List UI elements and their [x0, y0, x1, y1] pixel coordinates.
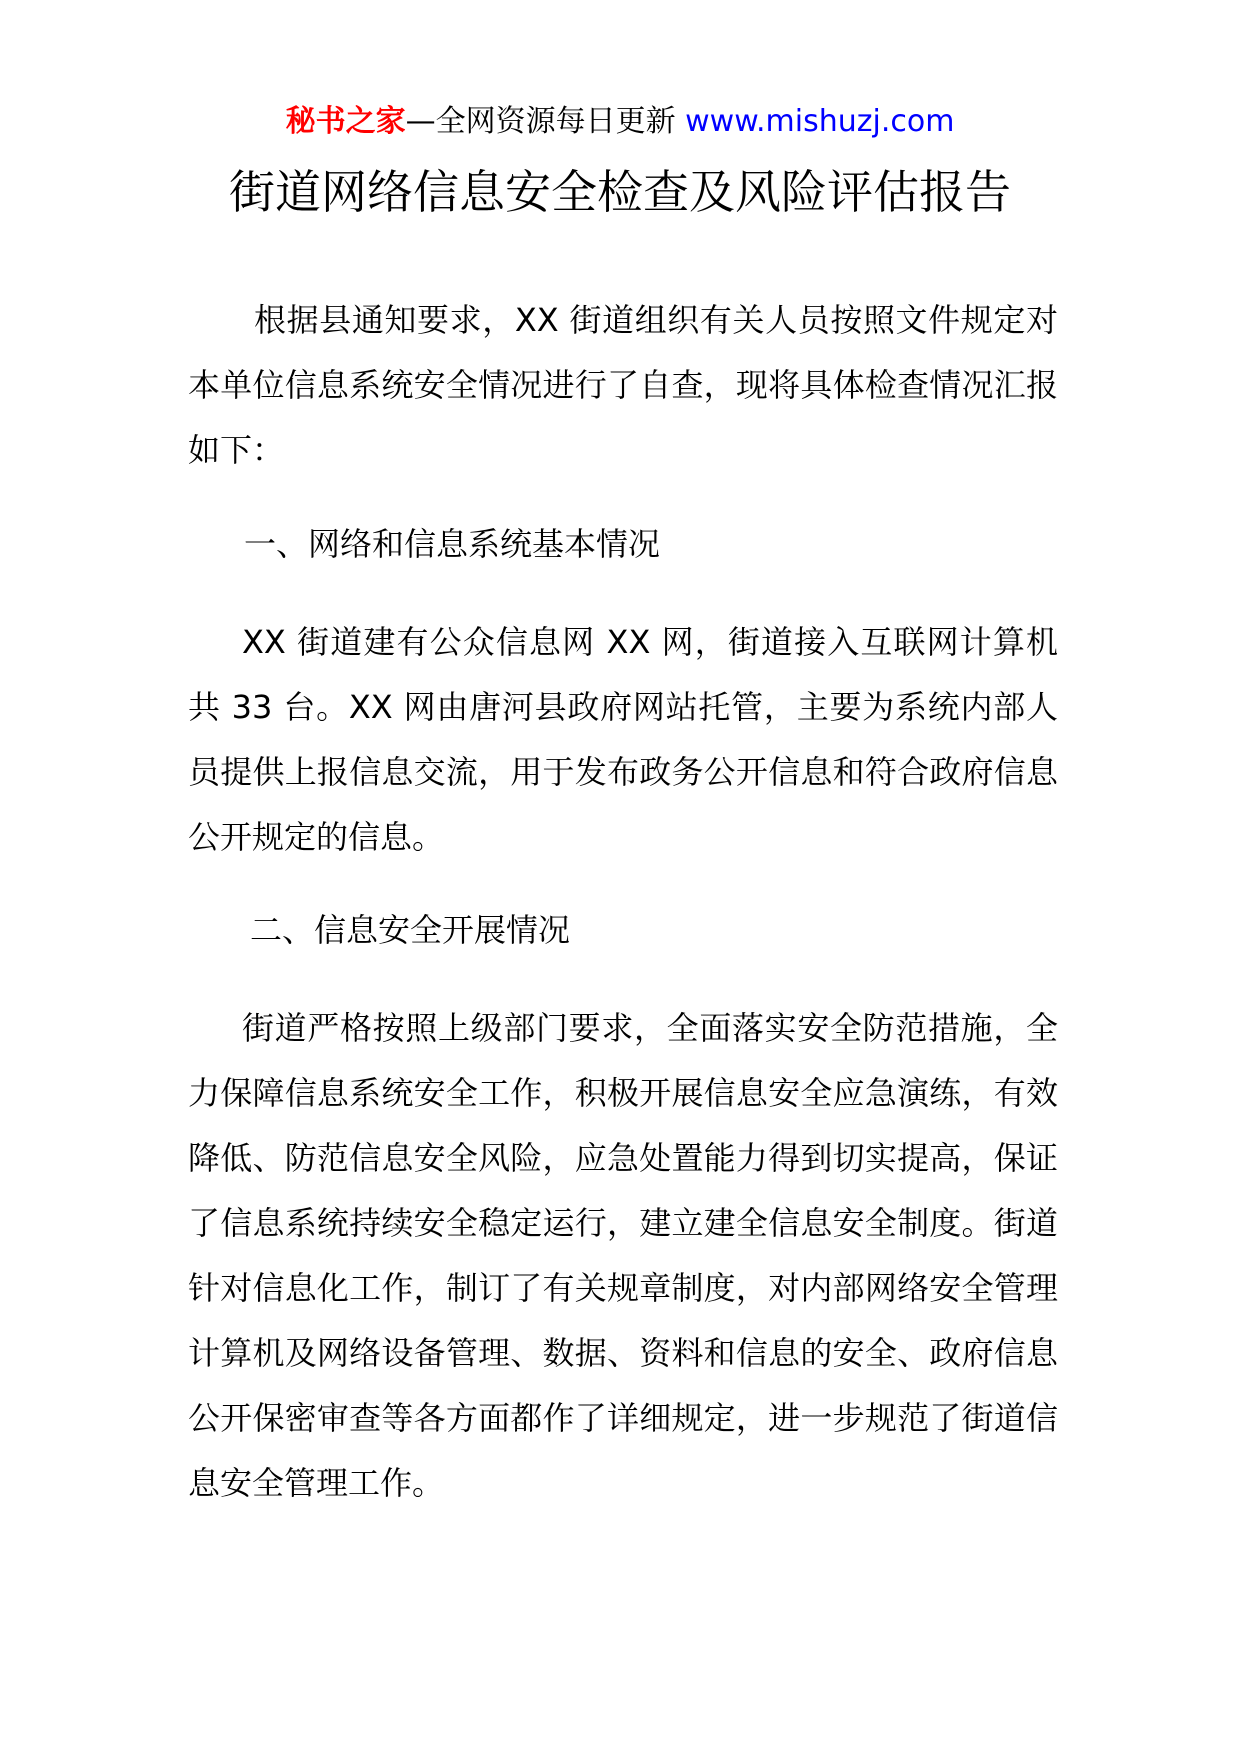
section-body-security-work: 街道严格按照上级部门要求，全面落实安全防范措施，全力保障信息系统安全工作，积极开展信息安全应急演练，有效降低、防范信息安全风险，应急处置能力得到切实提高，保证了信息系统持续安全稳定运行，建立建全信息安全制度。街道针对信息化工作，制订了有关规章制度，对内部网络安全管理计算机及网络设备管理、数据、资料和信息的安全、政府信息公开保密审查等各方面都作了详细规定，进一步规范了街道信息安全管理工作。 [188, 1009, 1058, 1502]
intro-paragraph: 根据县通知要求，XX 街道组织有关人员按照文件规定对本单位信息系统安全情况进行了自查，现将具体检查情况汇报如下： [188, 301, 1058, 469]
site-brand: 秘书之家 [285, 104, 406, 139]
section-heading-security-work: 二、信息安全开展情况 [250, 911, 571, 949]
section-body-basic-info: XX 街道建有公众信息网 XX 网，街道接入互联网计算机共 33 台。XX 网由唐河县政府网站托管，主要为系统内部人员提供上报信息交流，用于发布政务公开信息和符合政府信息公开规定的信息。 [188, 623, 1058, 856]
document-title: 街道网络信息安全检查及风险评估报告 [229, 165, 1011, 219]
section-heading-basic-info: 一、网络和信息系统基本情况 [244, 525, 661, 563]
site-url[interactable]: www.mishuzj.com [685, 104, 955, 139]
site-header [0, 100, 1240, 144]
site-tagline: —全网资源每日更新 [405, 104, 676, 139]
